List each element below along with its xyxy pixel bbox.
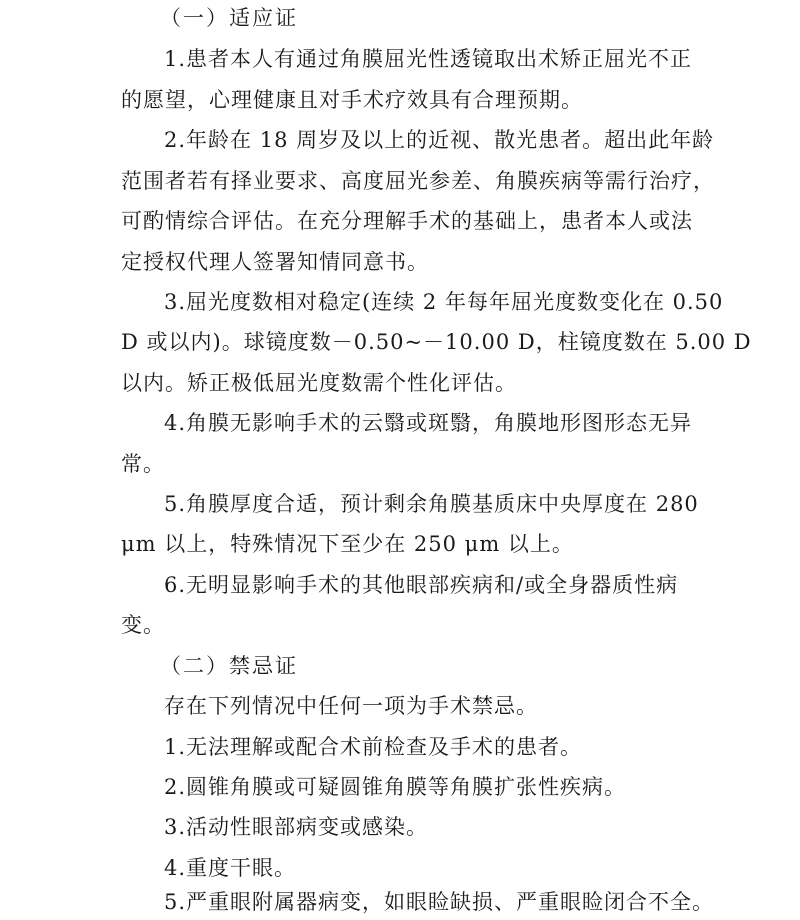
indication-3-line-3: 以内。矫正极低屈光度数需个性化评估。 bbox=[121, 371, 517, 395]
contraindication-4: 4.重度干眼。 bbox=[164, 856, 297, 880]
indication-2-line-3: 可酌情综合评估。在充分理解手术的基础上，患者本人或法 bbox=[121, 209, 693, 233]
indication-6-line-1: 6.无明显影响手术的其他眼部疾病和/或全身器质性病 bbox=[164, 573, 679, 597]
contraindication-5: 5.严重眼附属器病变，如眼睑缺损、严重眼睑闭合不全。 bbox=[164, 890, 715, 914]
contraindication-3: 3.活动性眼部病变或感染。 bbox=[164, 815, 429, 839]
indication-1-line-2: 的愿望，心理健康且对手术疗效具有合理预期。 bbox=[121, 88, 583, 112]
indication-2-line-4: 定授权代理人签署知情同意书。 bbox=[121, 250, 429, 274]
contraindication-intro: 存在下列情况中任何一项为手术禁忌。 bbox=[164, 694, 538, 718]
indication-4-line-2: 常。 bbox=[121, 452, 165, 476]
section-heading-contraindications: （二）禁忌证 bbox=[160, 654, 298, 678]
indication-5-line-2: μm 以上，特殊情况下至少在 250 μm 以上。 bbox=[121, 532, 574, 556]
section-heading-indications: （一）适应证 bbox=[160, 6, 298, 30]
indication-1-line-1: 1.患者本人有通过角膜屈光性透镜取出术矫正屈光不正 bbox=[164, 47, 693, 71]
indication-5-line-1: 5.角膜厚度合适，预计剩余角膜基质床中央厚度在 280 bbox=[164, 492, 699, 516]
indication-2-line-2: 范围者若有择业要求、高度屈光参差、角膜疾病等需行治疗， bbox=[121, 169, 715, 193]
contraindication-1: 1.无法理解或配合术前检查及手术的患者。 bbox=[164, 735, 583, 759]
indication-3-line-2: D 或以内)。球镜度数－0.50~－10.00 D，柱镜度数在 5.00 D bbox=[121, 330, 752, 354]
indication-3-line-1: 3.屈光度数相对稳定(连续 2 年每年屈光度数变化在 0.50 bbox=[164, 290, 724, 314]
indication-2-line-1: 2.年龄在 18 周岁及以上的近视、散光患者。超出此年龄 bbox=[164, 128, 715, 152]
indication-4-line-1: 4.角膜无影响手术的云翳或斑翳，角膜地形图形态无异 bbox=[164, 411, 693, 435]
contraindication-2: 2.圆锥角膜或可疑圆锥角膜等角膜扩张性疾病。 bbox=[164, 775, 627, 799]
indication-6-line-2: 变。 bbox=[121, 613, 165, 637]
